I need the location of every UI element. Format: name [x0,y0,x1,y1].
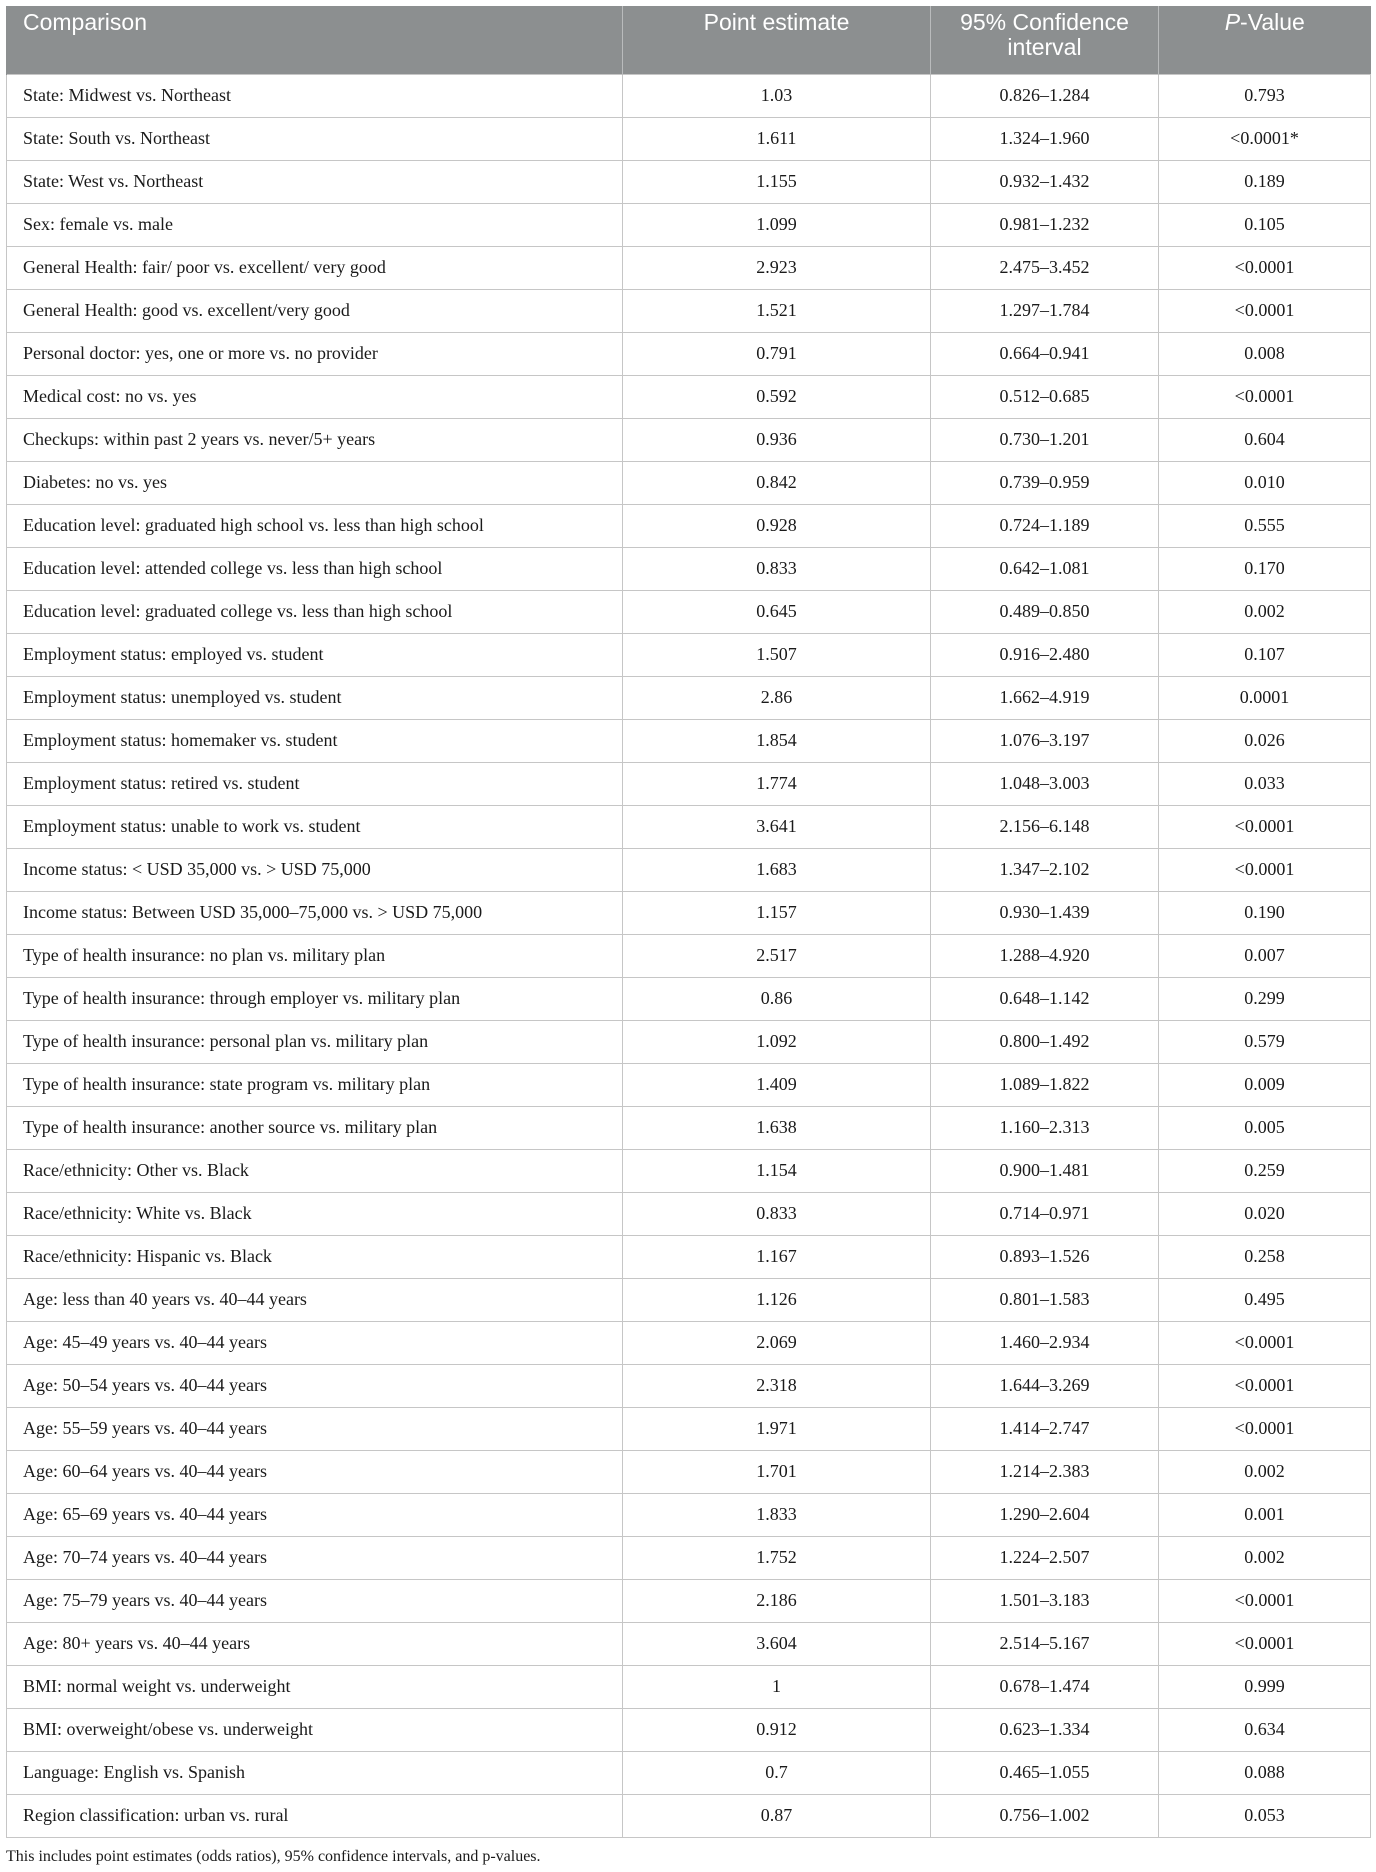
comparison-cell: Employment status: retired vs. student [7,762,623,805]
point-estimate-cell: 0.87 [623,1794,931,1837]
table-row [7,289,1371,332]
p-value-cell: 0.0001 [1159,676,1371,719]
confidence-interval-cell: 1.160–2.313 [931,1106,1159,1149]
p-value-cell: 0.107 [1159,633,1371,676]
p-value-cell: 0.999 [1159,1665,1371,1708]
table-row [7,934,1371,977]
p-value-cell: 0.002 [1159,1450,1371,1493]
confidence-interval-cell: 2.475–3.452 [931,246,1159,289]
p-value-cell: 0.299 [1159,977,1371,1020]
header-point-estimate: Point estimate [623,6,931,74]
point-estimate-cell: 1.099 [623,203,931,246]
point-estimate-cell: 0.791 [623,332,931,375]
confidence-interval-cell: 0.800–1.492 [931,1020,1159,1063]
comparison-cell: Type of health insurance: no plan vs. military plan [7,934,623,977]
comparison-cell: Age: less than 40 years vs. 40–44 years [7,1278,623,1321]
point-estimate-cell: 1 [623,1665,931,1708]
comparison-cell: Employment status: employed vs. student [7,633,623,676]
point-estimate-cell: 2.318 [623,1364,931,1407]
confidence-interval-cell: 0.756–1.002 [931,1794,1159,1837]
table-row [7,848,1371,891]
p-value-cell: <0.0001 [1159,1407,1371,1450]
point-estimate-cell: 1.752 [623,1536,931,1579]
header-p-value-suffix: -Value [1240,9,1305,35]
p-value-cell: <0.0001* [1159,117,1371,160]
header-confidence-interval: 95% Confidence interval [931,6,1159,74]
point-estimate-cell: 1.833 [623,1493,931,1536]
point-estimate-cell: 0.592 [623,375,931,418]
table-row [7,977,1371,1020]
p-value-cell: 0.053 [1159,1794,1371,1837]
point-estimate-cell: 1.774 [623,762,931,805]
p-value-cell: 0.007 [1159,934,1371,977]
point-estimate-cell: 0.645 [623,590,931,633]
comparison-cell: General Health: good vs. excellent/very good [7,289,623,332]
point-estimate-cell: 1.157 [623,891,931,934]
table-row [7,1407,1371,1450]
point-estimate-cell: 0.842 [623,461,931,504]
header-p-value [1159,6,1371,74]
confidence-interval-cell: 1.644–3.269 [931,1364,1159,1407]
comparison-cell: Race/ethnicity: White vs. Black [7,1192,623,1235]
p-value-cell: 0.002 [1159,1536,1371,1579]
table-row [7,1665,1371,1708]
point-estimate-cell: 1.409 [623,1063,931,1106]
confidence-interval-cell: 0.724–1.189 [931,504,1159,547]
table-row [7,1794,1371,1837]
table-row [7,1536,1371,1579]
p-value-cell: 0.001 [1159,1493,1371,1536]
point-estimate-cell: 1.854 [623,719,931,762]
table-row [7,117,1371,160]
confidence-interval-cell: 2.514–5.167 [931,1622,1159,1665]
header-row [7,6,1371,74]
comparison-cell: Employment status: unemployed vs. student [7,676,623,719]
point-estimate-cell: 0.833 [623,1192,931,1235]
p-value-cell: 0.026 [1159,719,1371,762]
point-estimate-cell: 3.641 [623,805,931,848]
confidence-interval-cell: 1.089–1.822 [931,1063,1159,1106]
confidence-interval-cell: 2.156–6.148 [931,805,1159,848]
comparison-cell: Age: 55–59 years vs. 40–44 years [7,1407,623,1450]
comparison-cell: Income status: Between USD 35,000–75,000 vs. > USD 75,000 [7,891,623,934]
p-value-cell: 0.005 [1159,1106,1371,1149]
table-row [7,1708,1371,1751]
confidence-interval-cell: 0.642–1.081 [931,547,1159,590]
table-row [7,418,1371,461]
confidence-interval-cell: 1.324–1.960 [931,117,1159,160]
point-estimate-cell: 0.936 [623,418,931,461]
p-value-cell: 0.555 [1159,504,1371,547]
comparison-cell: Type of health insurance: through employer vs. military plan [7,977,623,1020]
table-row [7,504,1371,547]
table-row [7,332,1371,375]
point-estimate-cell: 1.155 [623,160,931,203]
comparison-cell: Race/ethnicity: Other vs. Black [7,1149,623,1192]
confidence-interval-cell: 1.290–2.604 [931,1493,1159,1536]
p-value-cell: 0.190 [1159,891,1371,934]
point-estimate-cell: 1.683 [623,848,931,891]
table-row [7,1020,1371,1063]
comparison-cell: Income status: < USD 35,000 vs. > USD 75,000 [7,848,623,891]
p-value-cell: 0.634 [1159,1708,1371,1751]
p-value-cell: 0.604 [1159,418,1371,461]
confidence-interval-cell: 0.893–1.526 [931,1235,1159,1278]
p-value-cell: <0.0001 [1159,289,1371,332]
point-estimate-cell: 1.701 [623,1450,931,1493]
point-estimate-cell: 0.86 [623,977,931,1020]
point-estimate-cell: 1.971 [623,1407,931,1450]
comparison-cell: BMI: normal weight vs. underweight [7,1665,623,1708]
comparison-cell: Age: 60–64 years vs. 40–44 years [7,1450,623,1493]
comparison-cell: State: Midwest vs. Northeast [7,74,623,117]
point-estimate-cell: 0.7 [623,1751,931,1794]
p-value-cell: 0.170 [1159,547,1371,590]
confidence-interval-cell: 0.826–1.284 [931,74,1159,117]
p-value-cell: 0.579 [1159,1020,1371,1063]
confidence-interval-cell: 0.932–1.432 [931,160,1159,203]
comparison-cell: Age: 50–54 years vs. 40–44 years [7,1364,623,1407]
confidence-interval-cell: 0.648–1.142 [931,977,1159,1020]
point-estimate-cell: 0.928 [623,504,931,547]
point-estimate-cell: 1.167 [623,1235,931,1278]
confidence-interval-cell: 1.460–2.934 [931,1321,1159,1364]
confidence-interval-cell: 0.512–0.685 [931,375,1159,418]
comparison-cell: State: West vs. Northeast [7,160,623,203]
p-value-cell: 0.010 [1159,461,1371,504]
comparison-cell: Age: 45–49 years vs. 40–44 years [7,1321,623,1364]
p-value-cell: <0.0001 [1159,1579,1371,1622]
p-value-cell: 0.020 [1159,1192,1371,1235]
table-row [7,590,1371,633]
p-value-cell: <0.0001 [1159,848,1371,891]
confidence-interval-cell: 0.714–0.971 [931,1192,1159,1235]
confidence-interval-cell: 0.664–0.941 [931,332,1159,375]
point-estimate-cell: 1.092 [623,1020,931,1063]
p-value-cell: 0.105 [1159,203,1371,246]
comparison-cell: Education level: graduated high school vs. less than high school [7,504,623,547]
confidence-interval-cell: 0.730–1.201 [931,418,1159,461]
p-value-cell: 0.189 [1159,160,1371,203]
table-row [7,1450,1371,1493]
comparison-cell: Medical cost: no vs. yes [7,375,623,418]
comparison-cell: Language: English vs. Spanish [7,1751,623,1794]
comparison-cell: Education level: attended college vs. less than high school [7,547,623,590]
table-row [7,203,1371,246]
p-value-cell: <0.0001 [1159,1364,1371,1407]
table-row [7,1278,1371,1321]
confidence-interval-cell: 1.214–2.383 [931,1450,1159,1493]
confidence-interval-cell: 1.048–3.003 [931,762,1159,805]
point-estimate-cell: 2.186 [623,1579,931,1622]
confidence-interval-cell: 1.076–3.197 [931,719,1159,762]
confidence-interval-cell: 0.465–1.055 [931,1751,1159,1794]
point-estimate-cell: 2.517 [623,934,931,977]
table-row [7,1493,1371,1536]
table-row [7,1235,1371,1278]
table-row [7,676,1371,719]
p-value-cell: 0.008 [1159,332,1371,375]
point-estimate-cell: 0.912 [623,1708,931,1751]
table-row [7,891,1371,934]
point-estimate-cell: 1.126 [623,1278,931,1321]
p-value-cell: 0.258 [1159,1235,1371,1278]
table-row [7,1106,1371,1149]
comparison-cell: General Health: fair/ poor vs. excellent/ very good [7,246,623,289]
p-value-cell: <0.0001 [1159,375,1371,418]
comparison-cell: Checkups: within past 2 years vs. never/5+ years [7,418,623,461]
table-row [7,719,1371,762]
confidence-interval-cell: 0.916–2.480 [931,633,1159,676]
p-value-cell: 0.088 [1159,1751,1371,1794]
table-row [7,74,1371,117]
point-estimate-cell: 1.154 [623,1149,931,1192]
table-row [7,461,1371,504]
table-row [7,160,1371,203]
table-row [7,1321,1371,1364]
comparison-cell: Sex: female vs. male [7,203,623,246]
p-value-cell: 0.002 [1159,590,1371,633]
comparison-cell: Age: 70–74 years vs. 40–44 years [7,1536,623,1579]
confidence-interval-cell: 0.739–0.959 [931,461,1159,504]
header-comparison: Comparison [7,6,623,74]
comparison-cell: Type of health insurance: another source vs. military plan [7,1106,623,1149]
point-estimate-cell: 1.521 [623,289,931,332]
confidence-interval-cell: 1.224–2.507 [931,1536,1159,1579]
table-row [7,1149,1371,1192]
confidence-interval-cell: 1.662–4.919 [931,676,1159,719]
point-estimate-cell: 1.507 [623,633,931,676]
table-row [7,1192,1371,1235]
confidence-interval-cell: 1.288–4.920 [931,934,1159,977]
comparison-cell: Region classification: urban vs. rural [7,1794,623,1837]
table-header [7,6,1371,74]
point-estimate-cell: 2.069 [623,1321,931,1364]
comparison-cell: Age: 80+ years vs. 40–44 years [7,1622,623,1665]
comparison-cell: Education level: graduated college vs. less than high school [7,590,623,633]
p-value-cell: 0.495 [1159,1278,1371,1321]
confidence-interval-cell: 0.801–1.583 [931,1278,1159,1321]
comparison-cell: Race/ethnicity: Hispanic vs. Black [7,1235,623,1278]
comparison-cell: Diabetes: no vs. yes [7,461,623,504]
point-estimate-cell: 1.638 [623,1106,931,1149]
comparison-cell: Age: 75–79 years vs. 40–44 years [7,1579,623,1622]
point-estimate-cell: 1.611 [623,117,931,160]
table-row [7,1751,1371,1794]
table-row [7,1579,1371,1622]
comparison-cell: Personal doctor: yes, one or more vs. no provider [7,332,623,375]
table-body [7,74,1371,1837]
confidence-interval-cell: 0.678–1.474 [931,1665,1159,1708]
table-row [7,805,1371,848]
point-estimate-cell: 2.923 [623,246,931,289]
results-table [6,6,1371,1838]
point-estimate-cell: 1.03 [623,74,931,117]
p-value-cell: 0.033 [1159,762,1371,805]
confidence-interval-cell: 1.297–1.784 [931,289,1159,332]
header-p-value-prefix: P [1224,9,1241,35]
p-value-cell: <0.0001 [1159,805,1371,848]
table-row [7,762,1371,805]
p-value-cell: 0.259 [1159,1149,1371,1192]
confidence-interval-cell: 0.623–1.334 [931,1708,1159,1751]
confidence-interval-cell: 1.414–2.747 [931,1407,1159,1450]
comparison-cell: BMI: overweight/obese vs. underweight [7,1708,623,1751]
confidence-interval-cell: 1.347–2.102 [931,848,1159,891]
comparison-cell: Type of health insurance: personal plan vs. military plan [7,1020,623,1063]
confidence-interval-cell: 0.930–1.439 [931,891,1159,934]
table-row [7,1622,1371,1665]
table-row [7,1364,1371,1407]
p-value-cell: 0.793 [1159,74,1371,117]
table-row [7,547,1371,590]
table-row [7,375,1371,418]
comparison-cell: Employment status: homemaker vs. student [7,719,623,762]
results-table-container [6,6,1370,1838]
confidence-interval-cell: 0.900–1.481 [931,1149,1159,1192]
table-row [7,1063,1371,1106]
p-value-cell: <0.0001 [1159,1321,1371,1364]
point-estimate-cell: 2.86 [623,676,931,719]
p-value-cell: 0.009 [1159,1063,1371,1106]
p-value-cell: <0.0001 [1159,1622,1371,1665]
confidence-interval-cell: 0.489–0.850 [931,590,1159,633]
comparison-cell: Employment status: unable to work vs. student [7,805,623,848]
comparison-cell: Age: 65–69 years vs. 40–44 years [7,1493,623,1536]
table-footnote: This includes point estimates (odds ratios), 95% confidence intervals, and p-values. [6,1848,541,1865]
point-estimate-cell: 0.833 [623,547,931,590]
confidence-interval-cell: 1.501–3.183 [931,1579,1159,1622]
table-row [7,633,1371,676]
point-estimate-cell: 3.604 [623,1622,931,1665]
comparison-cell: Type of health insurance: state program vs. military plan [7,1063,623,1106]
p-value-cell: <0.0001 [1159,246,1371,289]
comparison-cell: State: South vs. Northeast [7,117,623,160]
table-row [7,246,1371,289]
confidence-interval-cell: 0.981–1.232 [931,203,1159,246]
